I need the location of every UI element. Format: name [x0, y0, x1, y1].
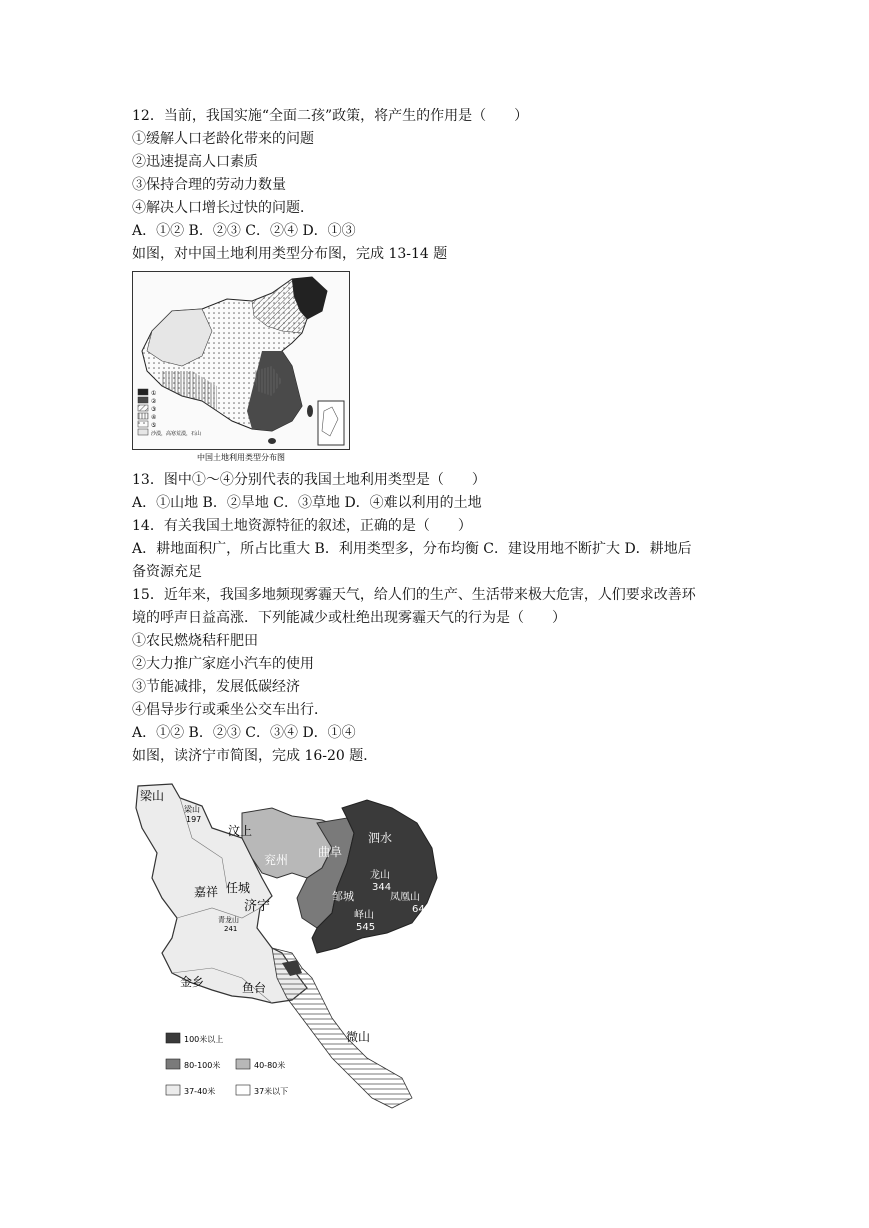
map1-legend-1: ① [151, 390, 157, 397]
legend-80-100: 80-100米 [184, 1061, 221, 1070]
label-liangshan: 梁山 [140, 789, 165, 803]
legend-below-37: 37米以下 [254, 1087, 289, 1096]
peak-yishan: 峄山 [354, 910, 374, 921]
q13-stem: 13．图中①～④分别代表的我国土地利用类型是（ ） [132, 472, 486, 488]
peak-longshan: 龙山 [370, 870, 390, 881]
peak-liangshan-height: 197 [186, 815, 202, 824]
label-sishui: 泗水 [368, 831, 393, 845]
peak-fenghuang-height: 648 [412, 904, 432, 915]
q12-option-1: ①缓解人口老龄化带来的问题 [132, 131, 314, 147]
label-jinxiang: 金乡 [180, 975, 205, 989]
peak-jiaxiang-height: 241 [224, 925, 238, 933]
intro-13-14: 如图，对中国土地利用类型分布图，完成 13-14 题 [132, 246, 448, 262]
label-qufu: 曲阜 [318, 845, 343, 859]
legend-37-40: 37-40米 [184, 1087, 216, 1096]
q15-option-3: ③节能减排，发展低碳经济 [132, 679, 300, 695]
peak-fenghuang: 凤凰山 [390, 892, 420, 903]
label-jining: 济宁 [244, 899, 271, 914]
q15-choices: A．①② B．②③ C．③④ D．①④ [132, 725, 356, 741]
q15-stem-line2: 境的呼声日益高涨．下列能减少或杜绝出现雾霾天气的行为是（ ） [132, 610, 566, 626]
label-yanzhou: 兖州 [264, 853, 289, 867]
q12-option-4: ④解决人口增长过快的问题． [132, 200, 314, 216]
jining-map [132, 778, 442, 1116]
legend-40-80: 40-80米 [254, 1061, 286, 1070]
q12-choices: A．①② B．②③ C．②④ D．①③ [132, 223, 356, 239]
label-rencheng: 任城 [226, 881, 251, 895]
q12-option-3: ③保持合理的劳动力数量 [132, 177, 286, 193]
map1-legend-4: ④ [151, 414, 157, 421]
label-wenshang: 汶上 [228, 824, 253, 838]
label-weishan: 微山 [346, 1030, 371, 1044]
q14-stem: 14．有关我国土地资源特征的叙述，正确的是（ ） [132, 518, 472, 534]
intro-16-20: 如图，读济宁市简图，完成 16-20 题． [132, 748, 378, 764]
map1-legend-2: ② [151, 398, 157, 405]
legend-100-plus: 100米以上 [184, 1035, 224, 1044]
map1-legend-5: ⑤ [151, 422, 157, 429]
q12-stem: 12．当前，我国实施“全面二孩”政策，将产生的作用是（ ） [132, 108, 529, 124]
q13-choices: A．①山地 B．②旱地 C．③草地 D．④难以利用的土地 [132, 495, 482, 511]
peak-liangshan: 梁山 [184, 805, 200, 814]
label-jiaxiang: 嘉祥 [194, 885, 219, 899]
label-zoucheng: 邹城 [332, 890, 354, 903]
q15-option-2: ②大力推广家庭小汽车的使用 [132, 656, 314, 672]
peak-yishan-height: 545 [356, 922, 376, 933]
q14-choices-line2: 备资源充足 [132, 564, 202, 580]
peak-longshan-height: 344 [372, 882, 392, 893]
peak-jiaxiang: 青龙山 [218, 916, 239, 924]
q15-option-4: ④倡导步行或乘坐公交车出行． [132, 702, 328, 718]
map1-caption: 中国土地利用类型分布图 [197, 453, 285, 462]
q14-choices-line1: A．耕地面积广，所占比重大 B．利用类型多，分布均衡 C．建设用地不断扩大 D．耕地后 [132, 541, 692, 557]
q15-option-1: ①农民燃烧秸秆肥田 [132, 633, 258, 649]
map1-legend-3: ③ [151, 406, 157, 413]
q15-stem-line1: 15．近年来，我国多地频现雾霾天气，给人们的生产、生活带来极大危害，人们要求改善环 [132, 587, 696, 603]
china-land-use-map [132, 271, 350, 463]
map1-legend-6: 沙漠，高寒荒漠，石山 [151, 431, 202, 437]
map2-legend [166, 1033, 288, 1096]
label-yutai: 鱼台 [242, 981, 267, 995]
q12-option-2: ②迅速提高人口素质 [132, 154, 258, 170]
